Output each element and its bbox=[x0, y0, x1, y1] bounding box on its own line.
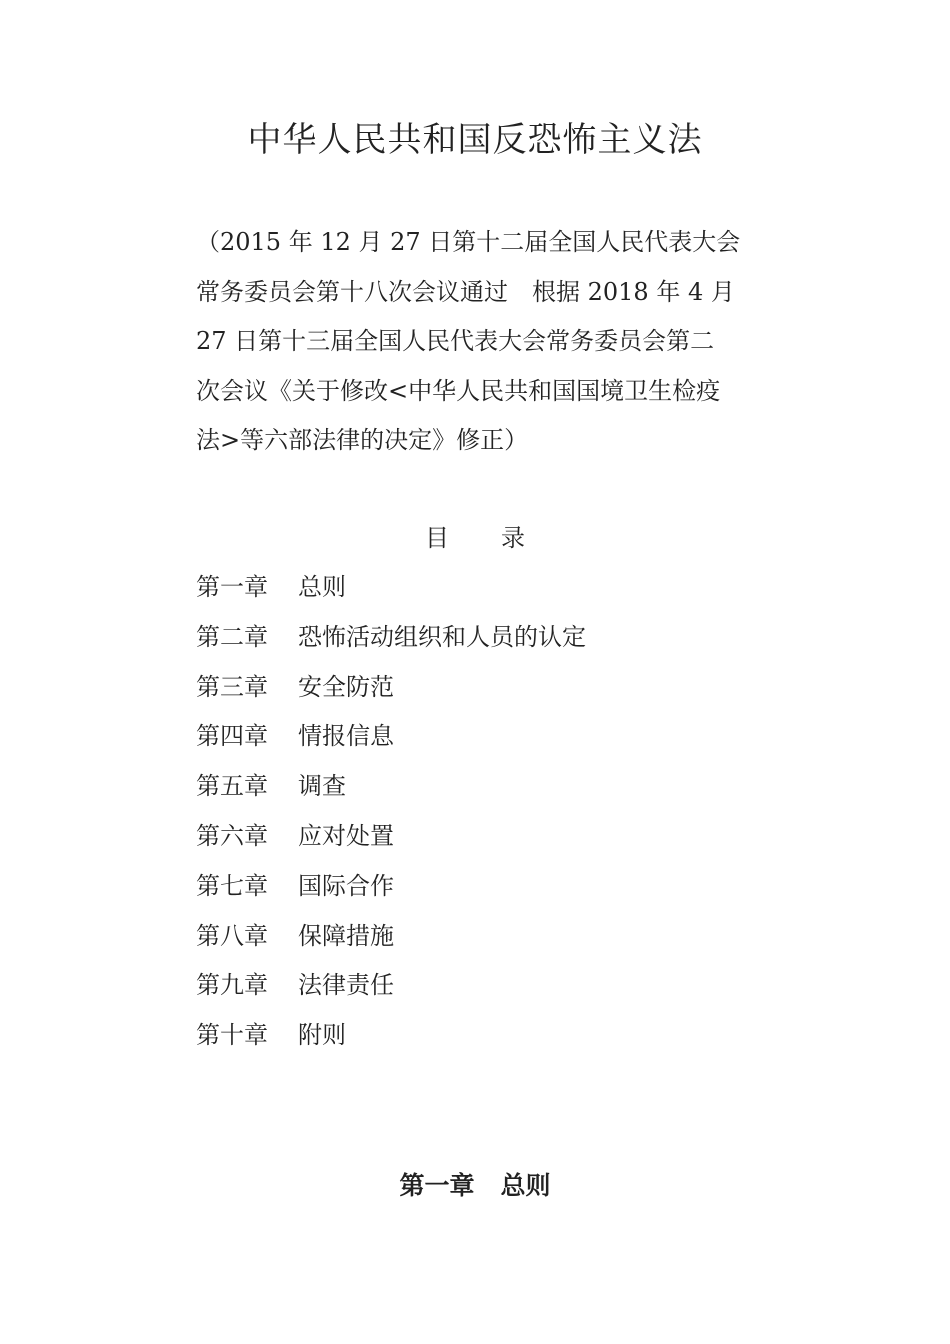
toc-chapter-title: 国际合作 bbox=[298, 871, 394, 900]
toc-chapter-title: 安全防范 bbox=[298, 672, 394, 701]
toc-item-chapter-2[interactable] bbox=[196, 616, 586, 666]
toc-chapter-number: 第九章 bbox=[196, 971, 268, 1000]
toc-chapter-title: 保障措施 bbox=[298, 921, 394, 950]
preamble-line: 法>等六部法律的决定》修正） bbox=[196, 426, 529, 454]
toc-chapter-title: 总则 bbox=[298, 573, 346, 601]
toc-item-chapter-1[interactable] bbox=[196, 566, 586, 616]
toc-chapter-title: 附则 bbox=[298, 1021, 346, 1050]
toc-heading-left: 目 bbox=[425, 524, 449, 552]
toc-chapter-number: 第四章 bbox=[196, 722, 268, 751]
preamble-line: 常务委员会第十八次会议通过 根据 2018 年 4 月 bbox=[196, 277, 735, 306]
toc-item-chapter-3[interactable] bbox=[196, 666, 586, 716]
toc-item-chapter-4[interactable] bbox=[196, 715, 586, 765]
toc-chapter-title: 情报信息 bbox=[298, 722, 394, 751]
toc-chapter-number: 第二章 bbox=[196, 622, 268, 651]
preamble-line: （2015 年 12 月 27 日第十二届全国人民代表大会 bbox=[196, 228, 741, 256]
toc-item-chapter-6[interactable] bbox=[196, 815, 586, 865]
table-of-contents bbox=[196, 566, 586, 1064]
toc-heading-right: 录 bbox=[501, 524, 525, 552]
toc-chapter-number: 第六章 bbox=[196, 821, 268, 850]
toc-chapter-number: 第三章 bbox=[196, 672, 268, 701]
toc-item-chapter-8[interactable] bbox=[196, 915, 586, 965]
toc-chapter-title: 应对处置 bbox=[298, 821, 394, 850]
toc-chapter-title: 调查 bbox=[298, 772, 346, 801]
toc-item-chapter-7[interactable] bbox=[196, 865, 586, 915]
document-title: 中华人民共和国反恐怖主义法 bbox=[247, 120, 703, 160]
preamble bbox=[196, 218, 758, 466]
toc-item-chapter-5[interactable] bbox=[196, 765, 586, 815]
toc-item-chapter-10[interactable] bbox=[196, 1014, 586, 1064]
chapter-title: 总则 bbox=[500, 1171, 551, 1200]
toc-chapter-number: 第八章 bbox=[196, 921, 268, 950]
toc-heading bbox=[0, 518, 950, 558]
chapter-number: 第一章 bbox=[399, 1171, 475, 1200]
chapter-heading bbox=[0, 1166, 950, 1206]
toc-chapter-number: 第五章 bbox=[196, 772, 268, 801]
preamble-line: 次会议《关于修改<中华人民共和国国境卫生检疫 bbox=[196, 376, 721, 405]
toc-item-chapter-9[interactable] bbox=[196, 964, 586, 1014]
toc-chapter-title: 恐怖活动组织和人员的认定 bbox=[298, 622, 586, 651]
preamble-line: 27 日第十三届全国人民代表大会常务委员会第二 bbox=[196, 327, 715, 355]
toc-chapter-number: 第一章 bbox=[196, 573, 268, 601]
toc-chapter-number: 第十章 bbox=[196, 1021, 268, 1050]
toc-chapter-title: 法律责任 bbox=[298, 971, 394, 1000]
toc-chapter-number: 第七章 bbox=[196, 871, 268, 900]
